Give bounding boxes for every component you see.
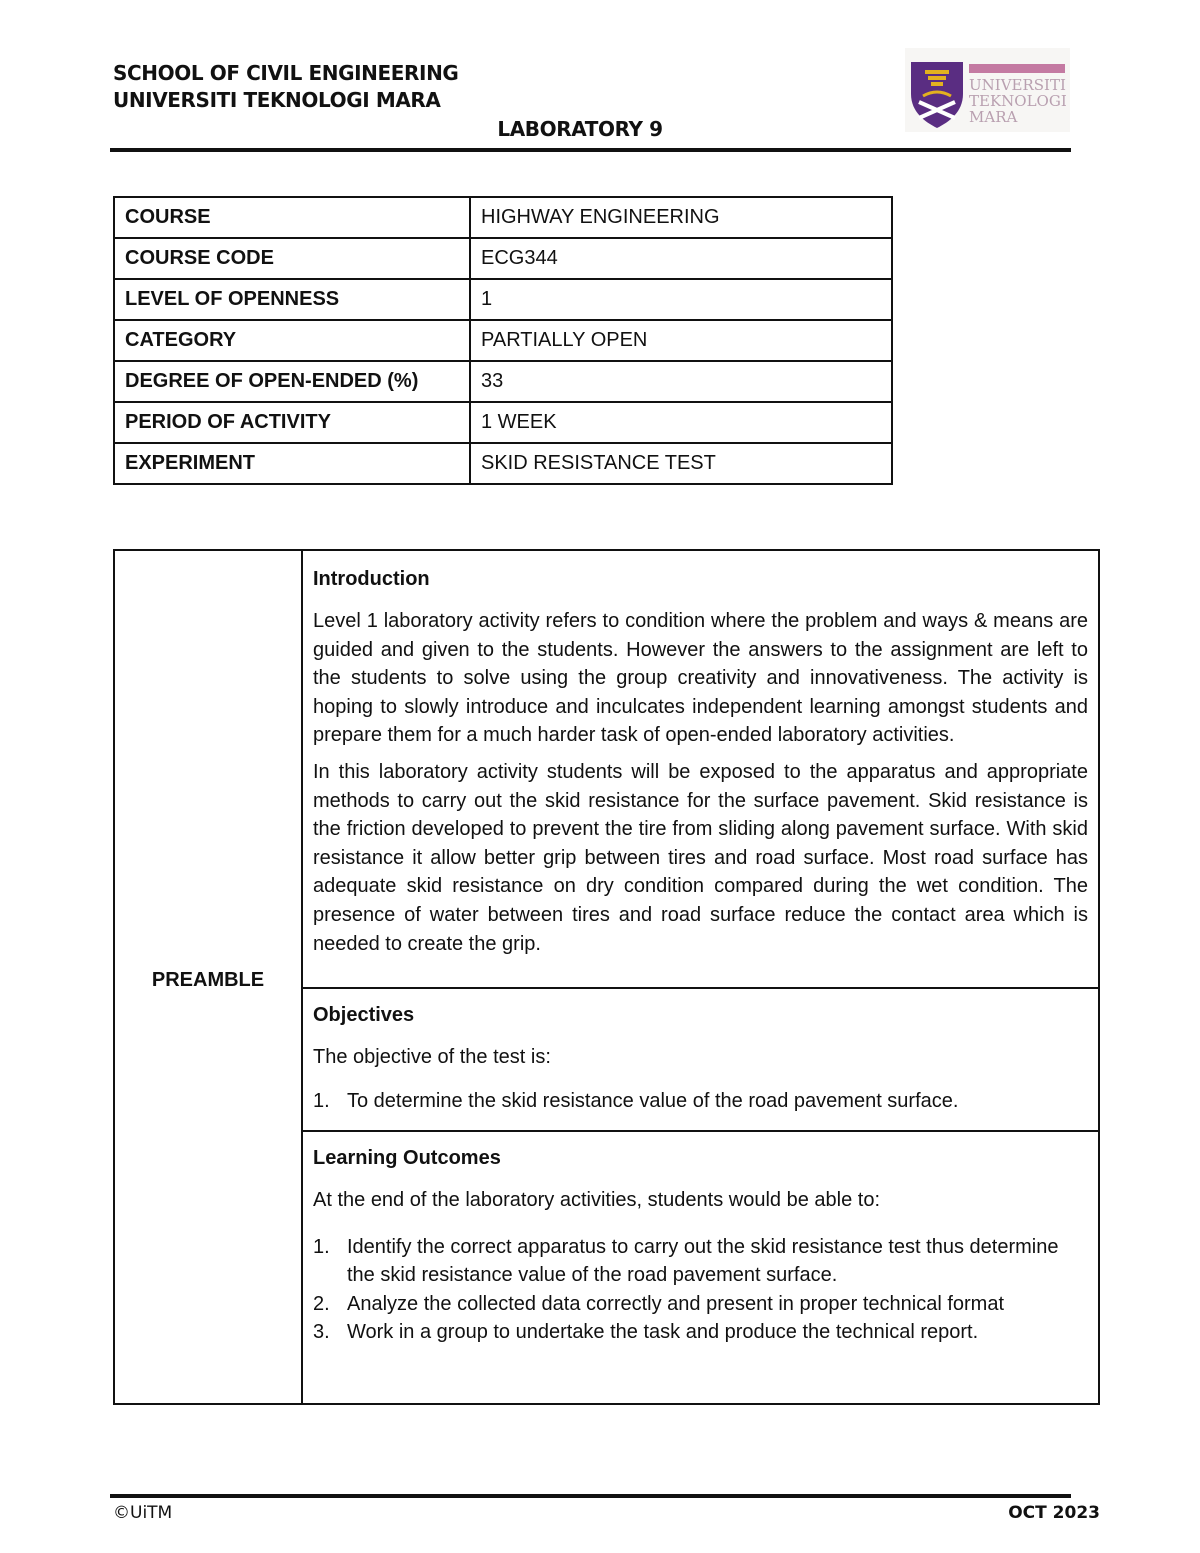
logo-wordmark: UNIVERSITI TEKNOLOGI MARA bbox=[969, 76, 1067, 126]
header-rule bbox=[110, 148, 1071, 152]
list-text: Identify the correct apparatus to carry out the skid resistance test thus determine the skid resistance value of the road pavement surface. bbox=[347, 1235, 1059, 1287]
logo-tagline bbox=[969, 64, 1065, 73]
school-title: SCHOOL OF CIVIL ENGINEERING bbox=[113, 61, 459, 85]
row-value: 1 bbox=[470, 279, 892, 320]
preamble-label-cell bbox=[115, 551, 303, 1403]
list-number: 2. bbox=[313, 1292, 330, 1315]
row-label: EXPERIMENT bbox=[114, 443, 470, 484]
introduction-paragraph-2: In this laboratory activity students will be exposed to the apparatus and appropriate methods to carry out the skid resistance for the surface pavement. Skid resistance is the friction developed to prevent the tire from sliding along pavement surface. With skid resistance it allow better grip between tires and road surface. Most road surface has adequate skid resistance on dry condition compared during the wet condition. The presence of water between tires and road surface reduce the contact area which is needed to create the grip. bbox=[313, 760, 1088, 955]
row-value: 33 bbox=[470, 361, 892, 402]
list-number: 1. bbox=[313, 1089, 330, 1112]
lab-title: LABORATORY 9 bbox=[497, 117, 663, 141]
table-row bbox=[114, 361, 892, 402]
list-text: To determine the skid resistance value of the road pavement surface. bbox=[347, 1089, 959, 1112]
uitm-crest-icon bbox=[905, 48, 969, 132]
learning-outcomes-list bbox=[313, 1233, 1088, 1347]
list-item bbox=[313, 1233, 1088, 1290]
list-text: Work in a group to undertake the task and produce the technical report. bbox=[347, 1321, 979, 1344]
row-label: DEGREE OF OPEN-ENDED (%) bbox=[114, 361, 470, 402]
uitm-logo bbox=[905, 48, 1070, 132]
preamble-label: PREAMBLE bbox=[151, 969, 265, 991]
learning-outcomes-section bbox=[303, 1132, 1098, 1403]
row-value: HIGHWAY ENGINEERING bbox=[470, 197, 892, 238]
row-value: SKID RESISTANCE TEST bbox=[470, 443, 892, 484]
row-label: CATEGORY bbox=[114, 320, 470, 361]
learning-outcomes-heading: Learning Outcomes bbox=[313, 1147, 501, 1169]
list-item bbox=[313, 1318, 1088, 1347]
objectives-section bbox=[303, 989, 1098, 1132]
table-row bbox=[114, 197, 892, 238]
footer-date: OCT 2023 bbox=[1008, 1503, 1100, 1523]
row-value: 1 WEEK bbox=[470, 402, 892, 443]
table-row bbox=[114, 320, 892, 361]
introduction-paragraph-1: Level 1 laboratory activity refers to condition where the problem and ways & means are guided and given to the students. However the answers to the assignment are left to the students to solve using the group creativity and innovativeness. The activity is hoping to slowly introduce and inculcates independent learning amongst students and prepare them for a much harder task of open-ended laboratory activities. bbox=[313, 610, 1088, 747]
list-item bbox=[313, 1087, 1088, 1116]
footer-copyright: ©UiTM bbox=[113, 1503, 173, 1523]
row-label: PERIOD OF ACTIVITY bbox=[114, 402, 470, 443]
footer-rule bbox=[110, 1494, 1071, 1498]
table-row bbox=[114, 402, 892, 443]
list-item bbox=[313, 1290, 1088, 1319]
table-row bbox=[114, 279, 892, 320]
row-label: LEVEL OF OPENNESS bbox=[114, 279, 470, 320]
objectives-lead: The objective of the test is: bbox=[313, 1046, 551, 1068]
preamble-table bbox=[113, 549, 1100, 1405]
row-label: COURSE CODE bbox=[114, 238, 470, 279]
list-text: Analyze the collected data correctly and present in proper technical format bbox=[347, 1292, 1005, 1315]
table-row bbox=[114, 238, 892, 279]
list-number: 3. bbox=[313, 1321, 330, 1344]
objectives-heading: Objectives bbox=[313, 1004, 415, 1026]
learning-outcomes-lead: At the end of the laboratory activities, students would be able to: bbox=[313, 1189, 881, 1211]
row-value: ECG344 bbox=[470, 238, 892, 279]
list-number: 1. bbox=[313, 1235, 330, 1258]
university-title: UNIVERSITI TEKNOLOGI MARA bbox=[113, 88, 441, 112]
introduction-heading: Introduction bbox=[313, 568, 430, 590]
introduction-section bbox=[303, 551, 1098, 989]
table-row bbox=[114, 443, 892, 484]
row-label: COURSE bbox=[114, 197, 470, 238]
objectives-list bbox=[313, 1087, 1088, 1116]
course-info-table bbox=[113, 196, 893, 485]
row-value: PARTIALLY OPEN bbox=[470, 320, 892, 361]
school-name bbox=[113, 60, 458, 114]
